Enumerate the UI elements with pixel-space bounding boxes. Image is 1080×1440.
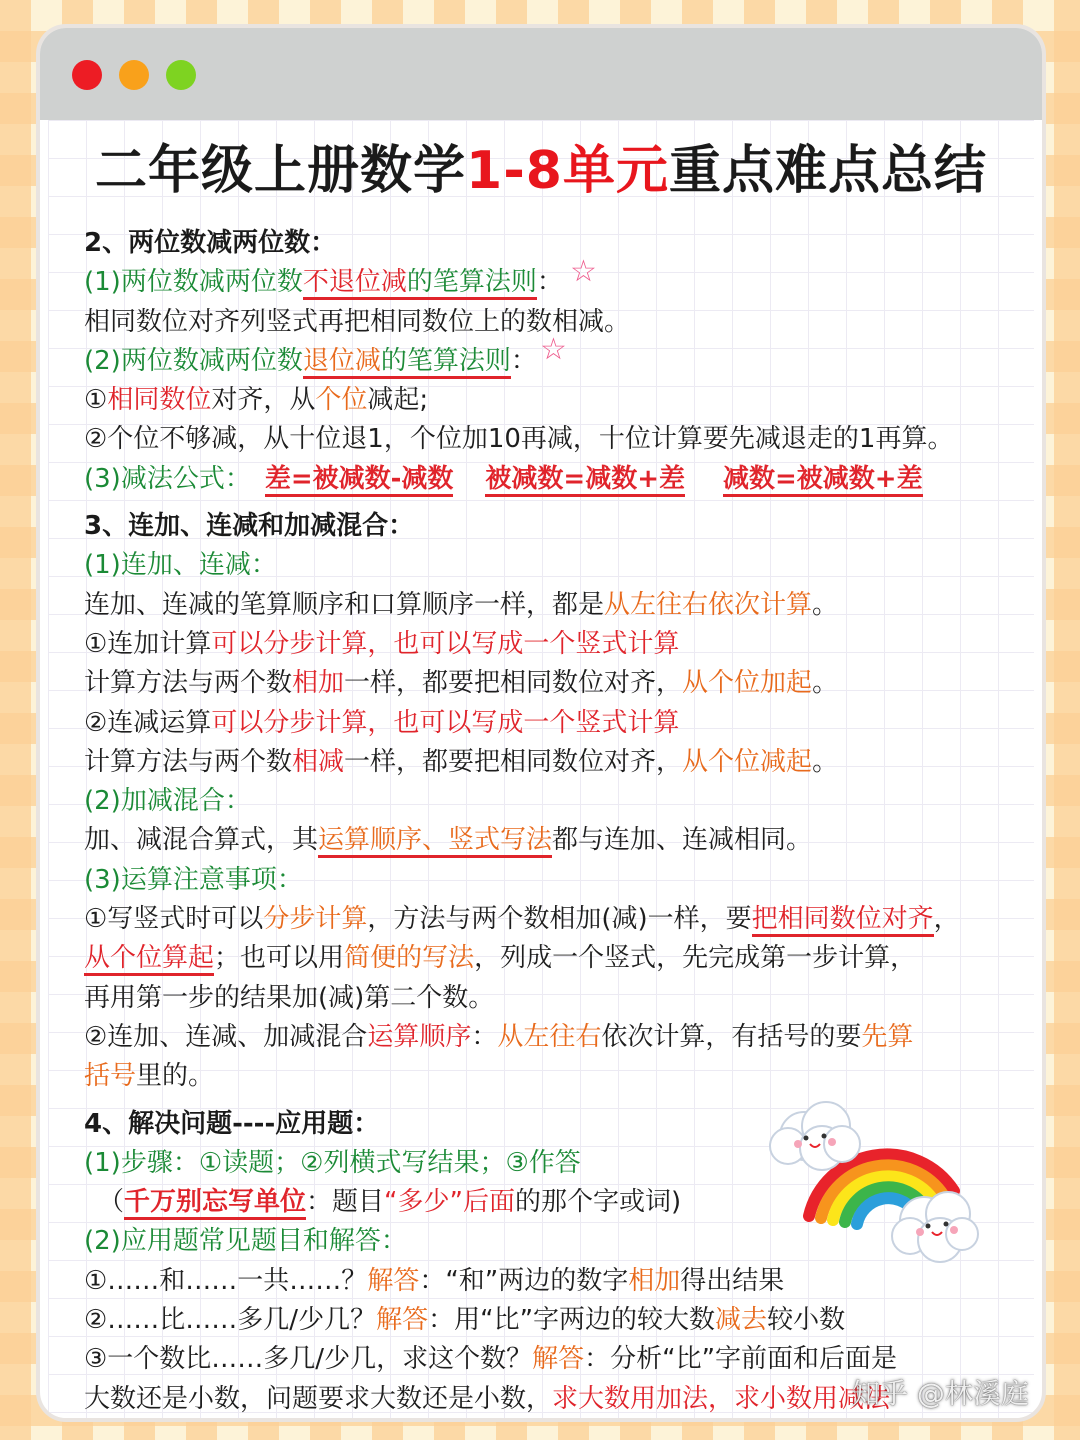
window-dot-yellow [119, 60, 149, 90]
title-highlight: 1-8单元 [466, 141, 669, 201]
text-line: ②连减运算可以分步计算，也可以写成一个竖式计算 [84, 707, 680, 738]
text-line: ①相同数位对齐，从个位减起; [84, 385, 429, 416]
text-line: ②连加、连减、加减混合运算顺序：从左往右依次计算，有括号的要先算 [84, 1021, 914, 1052]
text-line: (2)两位数减两位数退位减的笔算法则： [84, 342, 1024, 381]
text-line: 连加、连减的笔算顺序和口算顺序一样，都是从左往右依次计算。 [84, 589, 839, 620]
star-doodle-icon: ☆ [540, 332, 567, 367]
text-line: ②个位不够减，从十位退1，个位加10再减，十位计算要先减退走的1再算。 [84, 424, 954, 455]
zhihu-watermark: 知乎 @林溪庭 [852, 1377, 1029, 1410]
cloud-left [770, 1102, 860, 1170]
text-line: 大数还是小数，问题要求大数还是小数，求大数用加法，求小数用减法 [84, 1383, 891, 1414]
text-line: 再用第一步的结果加(减)第二个数。 [84, 982, 495, 1013]
star-doodle-icon: ☆ [570, 254, 597, 289]
text-line: 加、减混合算式，其运算顺序、竖式写法都与连加、连减相同。 [84, 821, 1024, 860]
text-line: ①写竖式时可以分步计算，方法与两个数相加(减)一样，要把相同数位对齐， [84, 900, 1024, 939]
text-line: (3)运算注意事项： [84, 864, 303, 895]
page-title [40, 128, 1042, 203]
section-heading: 4、解决问题----应用题： [84, 1108, 380, 1139]
text-line: (2)应用题常见题目和解答： [84, 1226, 407, 1257]
text-line: ②……比……多几/少几？解答：用“比”字两边的较大数减去较小数 [84, 1305, 846, 1336]
text-line: （千万别忘写单位：题目“多少”后面的那个字或词) [84, 1183, 1024, 1222]
title-part: 重点难点总结 [668, 141, 987, 201]
window-dot-green [166, 60, 196, 90]
text-line: 计算方法与两个数相减一样，都要把相同数位对齐，从个位减起。 [84, 746, 839, 777]
text-line: 从个位算起；也可以用简便的写法，列成一个竖式，先完成第一步计算， [84, 939, 1024, 978]
note-card [40, 28, 1042, 1418]
text-line: ①连加计算可以分步计算，也可以写成一个竖式计算 [84, 628, 680, 659]
text-line: (1)连加、连减： [84, 550, 277, 581]
text-line: ③一个数比……多几/少几，求这个数？解答：分析“比”字前面和后面是 [84, 1344, 898, 1375]
text-line: (1)两位数减两位数不退位减的笔算法则： [84, 263, 1024, 302]
section-heading: 2、两位数减两位数： [84, 228, 337, 258]
title-part: 二年级上册数学 [95, 141, 467, 201]
text-line: 括号里的。 [84, 1061, 215, 1092]
text-line: 相同数位对齐列竖式再把相同数位上的数相减。 [84, 306, 631, 337]
rainbow-cloud-sticker-icon [764, 1086, 984, 1266]
text-line: (1)步骤：①读题；②列横式写结果；③作答 [84, 1147, 581, 1178]
window-dot-red [72, 60, 102, 90]
text-line: (3)减法公式： 差=被减数-减数 被减数=减数+差 减数=被减数+差 [84, 460, 1024, 499]
text-line: ①……和……一共……？解答：“和”两边的数字相加得出结果 [84, 1265, 785, 1296]
section-heading: 3、连加、连减和加减混合： [84, 511, 415, 542]
window-title-bar [40, 28, 1042, 120]
text-line: 计算方法与两个数相加一样，都要把相同数位对齐，从个位加起。 [84, 668, 839, 699]
text-line: (2)加减混合： [84, 786, 251, 817]
